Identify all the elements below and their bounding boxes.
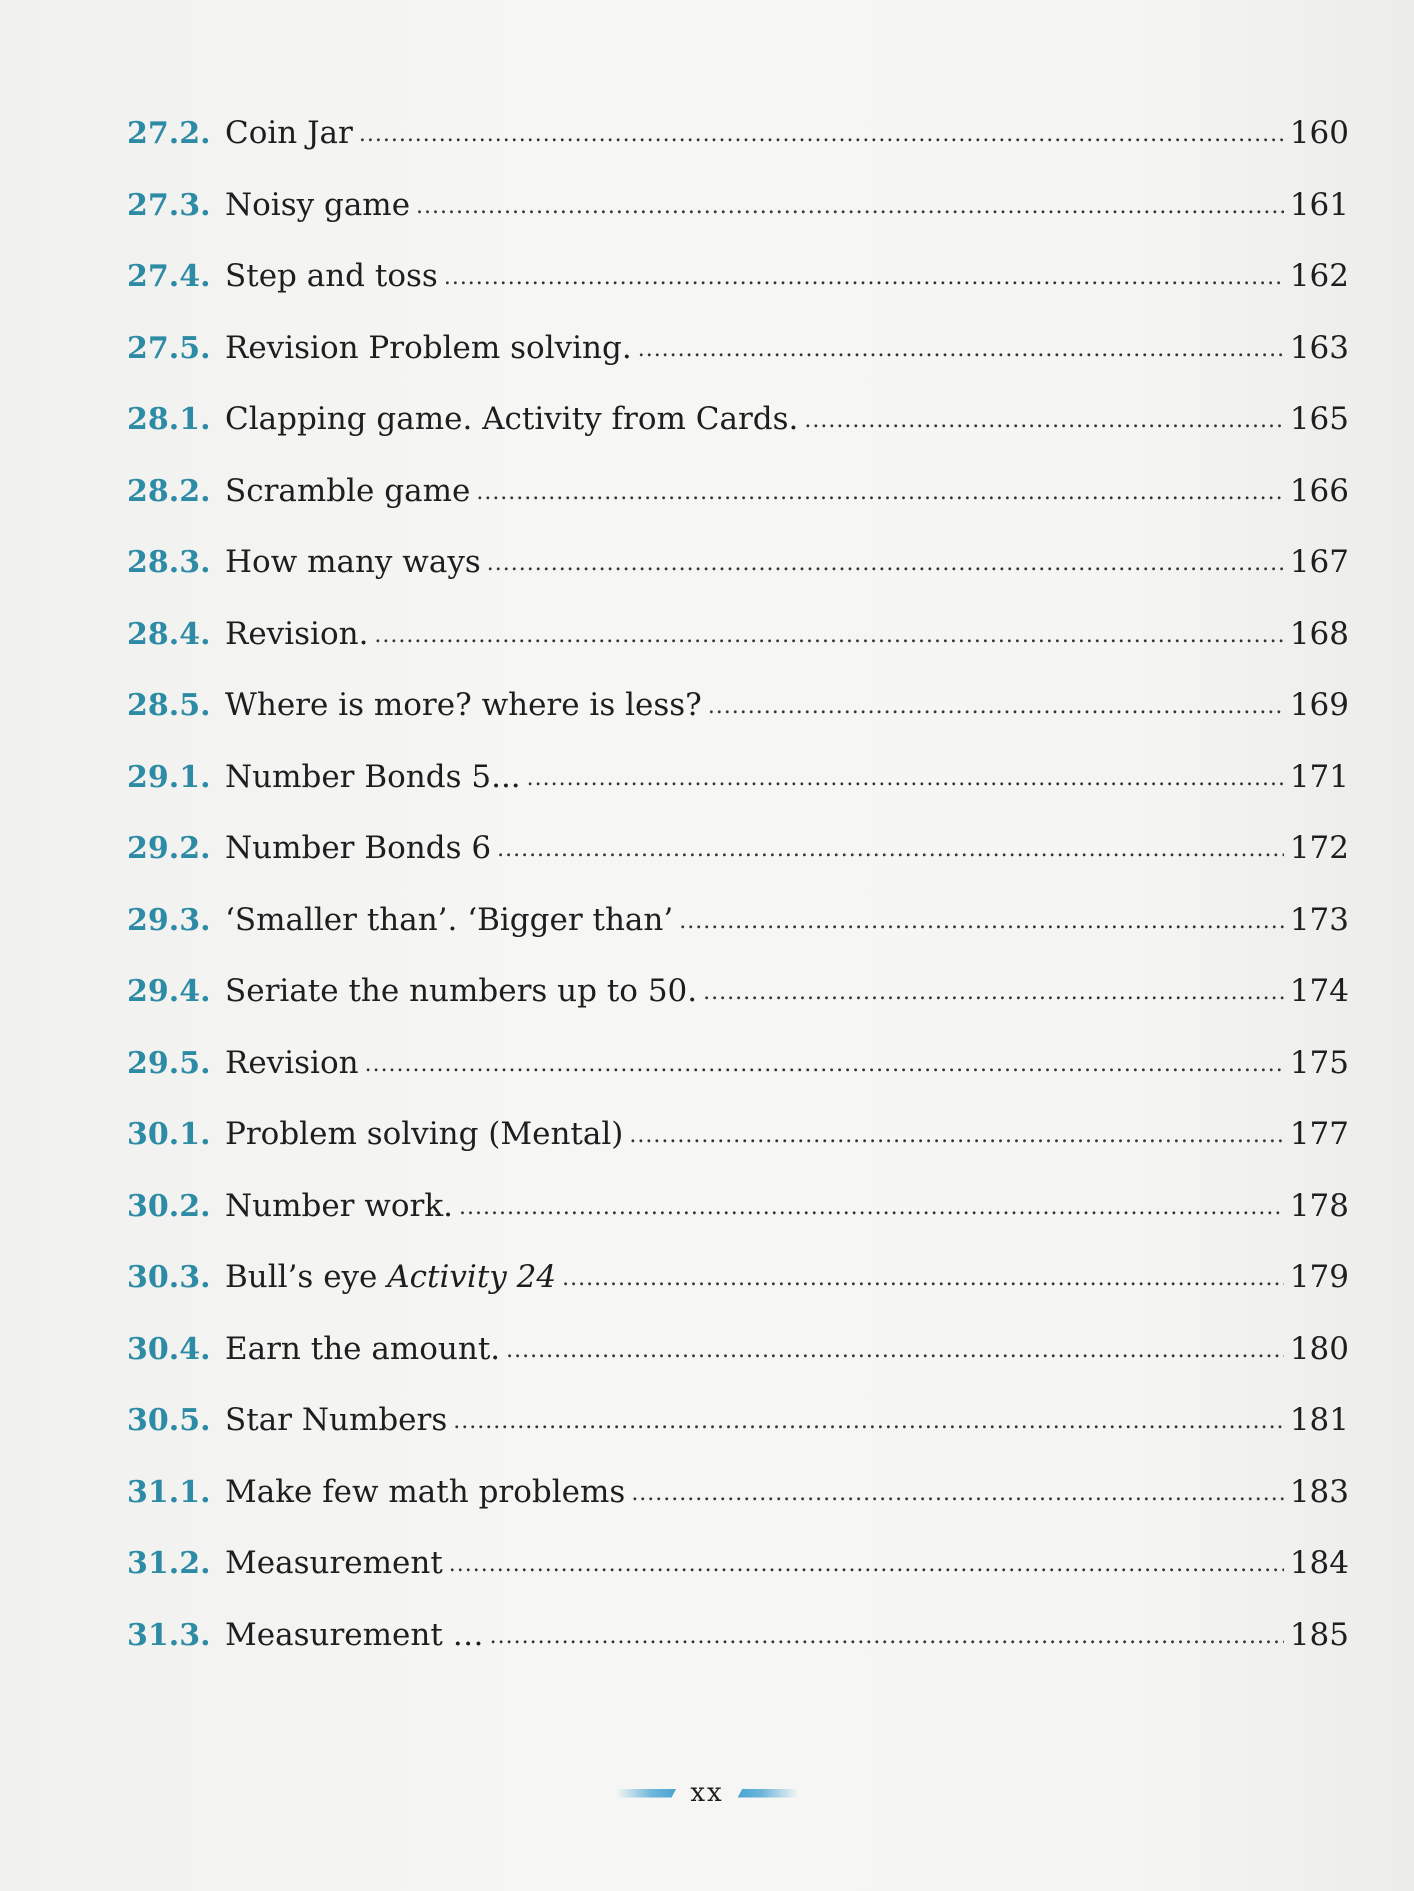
dot-leader — [365, 1029, 1284, 1101]
toc-entry — [127, 1242, 1349, 1314]
section-title: How many ways — [225, 544, 481, 580]
section-title: Coin Jar — [225, 115, 353, 151]
page-number: 183 — [1289, 1473, 1349, 1510]
section-title: Measurement — [225, 1545, 443, 1581]
footer-page-number: xx — [690, 1778, 724, 1808]
section-number: 28.2. — [127, 473, 211, 509]
section-title-text: Bull’s eye — [225, 1259, 378, 1295]
dot-leader — [416, 171, 1284, 243]
dot-leader — [449, 1529, 1284, 1601]
section-number: 30.3. — [127, 1260, 211, 1295]
dot-leader — [638, 314, 1284, 386]
page-number: 174 — [1289, 973, 1349, 1009]
page-number: 169 — [1289, 687, 1349, 723]
section-number: 29.2. — [127, 831, 211, 866]
section-number: 28.1. — [127, 402, 211, 437]
toc-entry — [127, 742, 1349, 814]
section-number: 29.1. — [127, 759, 211, 795]
section-title: Clapping game. Activity from Cards. — [225, 401, 799, 437]
section-number: 31.3. — [127, 1617, 211, 1653]
section-number: 30.4. — [127, 1331, 211, 1367]
section-title: Step and toss — [225, 258, 438, 294]
page-number: 180 — [1289, 1330, 1349, 1367]
dot-leader — [444, 242, 1284, 314]
dot-leader — [631, 1458, 1284, 1530]
page-number: 160 — [1289, 115, 1349, 151]
toc-entry — [127, 885, 1349, 957]
section-title: Noisy game — [225, 186, 411, 223]
section-title: Earn the amount. — [225, 1330, 501, 1367]
toc-entry — [127, 527, 1349, 599]
section-number: 28.4. — [127, 616, 211, 652]
page-number: 166 — [1289, 472, 1349, 509]
page-number: 185 — [1289, 1616, 1349, 1653]
section-number: 28.3. — [127, 545, 211, 580]
section-number: 31.1. — [127, 1474, 211, 1510]
dot-leader — [459, 1172, 1284, 1244]
toc-entry — [127, 1600, 1349, 1672]
section-title: ‘Smaller than’. ‘Bigger than’ — [225, 901, 674, 938]
page-number: 168 — [1289, 615, 1349, 652]
section-title — [225, 1242, 562, 1314]
section-title: Number work. — [225, 1187, 454, 1224]
section-number: 27.2. — [127, 116, 211, 151]
toc-entry — [127, 1099, 1349, 1171]
section-number: 30.1. — [127, 1117, 211, 1152]
page-number: 161 — [1289, 186, 1349, 223]
section-title-italic: Activity 24 — [387, 1259, 557, 1295]
page-number: 171 — [1289, 758, 1349, 795]
section-number: 30.5. — [127, 1403, 211, 1438]
section-title: Problem solving (Mental) — [225, 1116, 624, 1152]
section-number: 27.3. — [127, 187, 211, 223]
toc-entry — [127, 956, 1349, 1028]
dot-leader — [562, 1243, 1284, 1315]
page-number: 177 — [1289, 1116, 1349, 1152]
section-title: Scramble game — [225, 472, 471, 509]
toc-entry — [127, 170, 1349, 242]
table-of-contents — [127, 98, 1349, 1671]
section-title: Measurement … — [225, 1616, 484, 1653]
section-title: Seriate the numbers up to 50. — [225, 973, 698, 1009]
page-number: 167 — [1289, 544, 1349, 580]
section-title: Where is more? where is less? — [225, 687, 702, 723]
section-number: 27.5. — [127, 330, 211, 366]
section-title: Number Bonds 6 — [225, 830, 492, 866]
dot-leader — [374, 600, 1283, 672]
dot-leader — [490, 1601, 1284, 1673]
toc-entry — [127, 313, 1349, 385]
section-title: Star Numbers — [225, 1402, 448, 1438]
section-number: 27.4. — [127, 259, 211, 294]
toc-entry — [127, 241, 1349, 313]
section-number: 28.5. — [127, 688, 211, 723]
section-title: Revision. — [225, 615, 369, 652]
toc-entry — [127, 456, 1349, 528]
dot-leader — [453, 1386, 1284, 1458]
toc-entry — [127, 1385, 1349, 1457]
dot-leader — [506, 1315, 1284, 1387]
page-number: 165 — [1289, 401, 1349, 437]
toc-entry — [127, 813, 1349, 885]
dot-leader — [679, 886, 1284, 958]
dot-leader — [703, 957, 1284, 1029]
section-title: Make few math problems — [225, 1473, 626, 1510]
dot-leader — [476, 457, 1284, 529]
dot-leader — [487, 528, 1284, 600]
dot-leader — [708, 671, 1284, 743]
toc-entry — [127, 1314, 1349, 1386]
section-number: 29.3. — [127, 902, 211, 938]
section-title: Number Bonds 5... — [225, 758, 521, 795]
page-number: 178 — [1289, 1187, 1349, 1224]
page-number: 162 — [1289, 258, 1349, 294]
toc-entry — [127, 1457, 1349, 1529]
toc-entry — [127, 1171, 1349, 1243]
section-number: 29.4. — [127, 974, 211, 1009]
page-number: 173 — [1289, 901, 1349, 938]
dot-leader — [527, 743, 1284, 815]
dot-leader — [359, 99, 1284, 171]
page-number: 172 — [1289, 830, 1349, 866]
toc-entry — [127, 599, 1349, 671]
page-number: 184 — [1289, 1545, 1349, 1581]
section-number: 30.2. — [127, 1188, 211, 1224]
footer-decoration-left — [616, 1789, 676, 1798]
section-number: 29.5. — [127, 1045, 211, 1081]
section-number: 31.2. — [127, 1546, 211, 1581]
page-number: 163 — [1289, 329, 1349, 366]
footer-decoration-right — [738, 1789, 798, 1798]
page-number: 181 — [1289, 1402, 1349, 1438]
page-number: 175 — [1289, 1044, 1349, 1081]
page-footer — [0, 1778, 1414, 1808]
section-title: Revision Problem solving. — [225, 329, 632, 366]
dot-leader — [497, 814, 1284, 886]
toc-entry — [127, 98, 1349, 170]
toc-entry — [127, 670, 1349, 742]
dot-leader — [629, 1100, 1283, 1172]
toc-entry — [127, 1528, 1349, 1600]
page-number: 179 — [1289, 1259, 1349, 1295]
section-title: Revision — [225, 1044, 359, 1081]
toc-entry — [127, 384, 1349, 456]
toc-entry — [127, 1028, 1349, 1100]
dot-leader — [804, 385, 1283, 457]
